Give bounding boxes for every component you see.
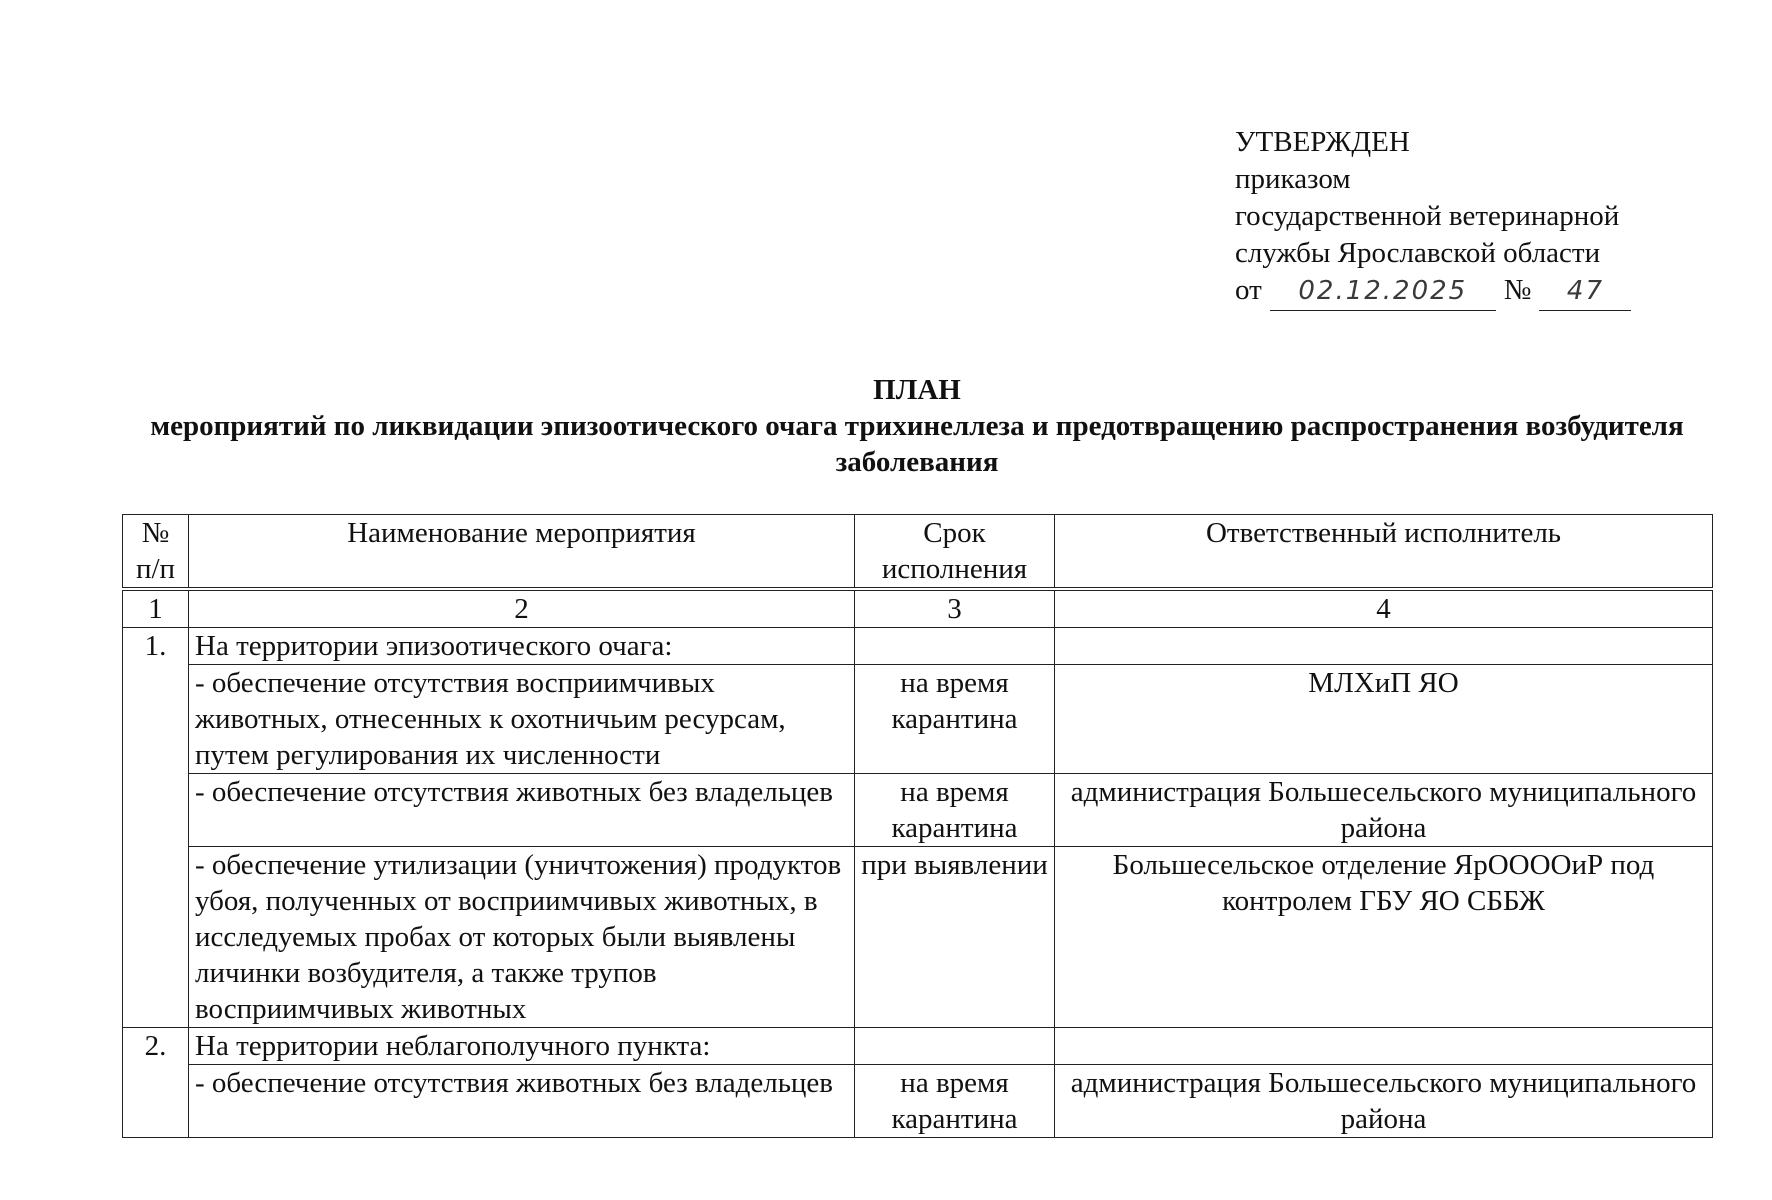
table-row [123,774,1713,847]
column-numbers-row [123,589,1713,628]
section-number: 2. [123,1028,189,1138]
approval-heading: УТВЕРЖДЕН [1235,126,1410,158]
empty-cell [1055,1028,1713,1065]
activity-deadline: на время карантина [855,774,1055,847]
table-header-row [123,515,1713,590]
section-title: На территории эпизоотического очага: [189,628,855,665]
empty-cell [1055,628,1713,665]
table-row [123,665,1713,774]
plan-table [122,514,1713,1138]
approval-agency-line1: государственной ветеринарной [1235,200,1620,232]
title-main: ПЛАН [873,374,961,406]
column-number: 4 [1055,589,1713,628]
header-num: № п/п [123,515,189,590]
empty-cell [855,628,1055,665]
activity-responsible: администрация Большесельского муниципального района [1055,774,1713,847]
empty-cell [855,1028,1055,1065]
table-row [123,847,1713,1028]
activity-deadline: на время карантина [855,1065,1055,1138]
header-responsible: Ответственный исполнитель [1055,515,1713,590]
approval-date-line [1235,272,1631,311]
handwritten-date: 02.12.2025 [1270,273,1496,311]
activity-responsible: администрация Большесельского муниципального района [1055,1065,1713,1138]
activity-deadline: на время карантина [855,665,1055,774]
column-number: 2 [189,589,855,628]
activity-responsible: Большесельское отделение ЯрООООиР под контролем ГБУ ЯО СББЖ [1055,847,1713,1028]
handwritten-number: 47 [1539,273,1631,311]
activity-responsible: МЛХиП ЯО [1055,665,1713,774]
document-title [122,372,1712,480]
table-row [123,1065,1713,1138]
activity-deadline: при выявлении [855,847,1055,1028]
activity-name: - обеспечение отсутствия животных без владельцев [189,774,855,847]
column-number: 3 [855,589,1055,628]
activity-name: - обеспечение отсутствия восприимчивых животных, отнесенных к охотничьим ресурсам, путем регулирования их численности [189,665,855,774]
header-deadline: Срок исполнения [855,515,1055,590]
column-number: 1 [123,589,189,628]
section-row [123,1028,1713,1065]
header-name: Наименование мероприятия [189,515,855,590]
number-label: № [1503,274,1532,306]
approval-order-label: приказом [1235,163,1351,195]
section-number: 1. [123,628,189,1028]
from-label: от [1235,274,1262,306]
activity-name: - обеспечение отсутствия животных без владельцев [189,1065,855,1138]
section-row [123,628,1713,665]
section-title: На территории неблагополучного пункта: [189,1028,855,1065]
approval-block [1235,124,1631,311]
approval-agency-line2: службы Ярославской области [1235,237,1601,269]
title-subtitle: мероприятий по ликвидации эпизоотического очага трихинеллеза и предотвращению распространения возбудителя заболевания [150,410,1684,478]
activity-name: - обеспечение утилизации (уничтожения) продуктов убоя, полученных от восприимчивых животных, в исследуемых пробах от которых были выявлены личинки возбудителя, а также трупов восприимчивых животных [189,847,855,1028]
